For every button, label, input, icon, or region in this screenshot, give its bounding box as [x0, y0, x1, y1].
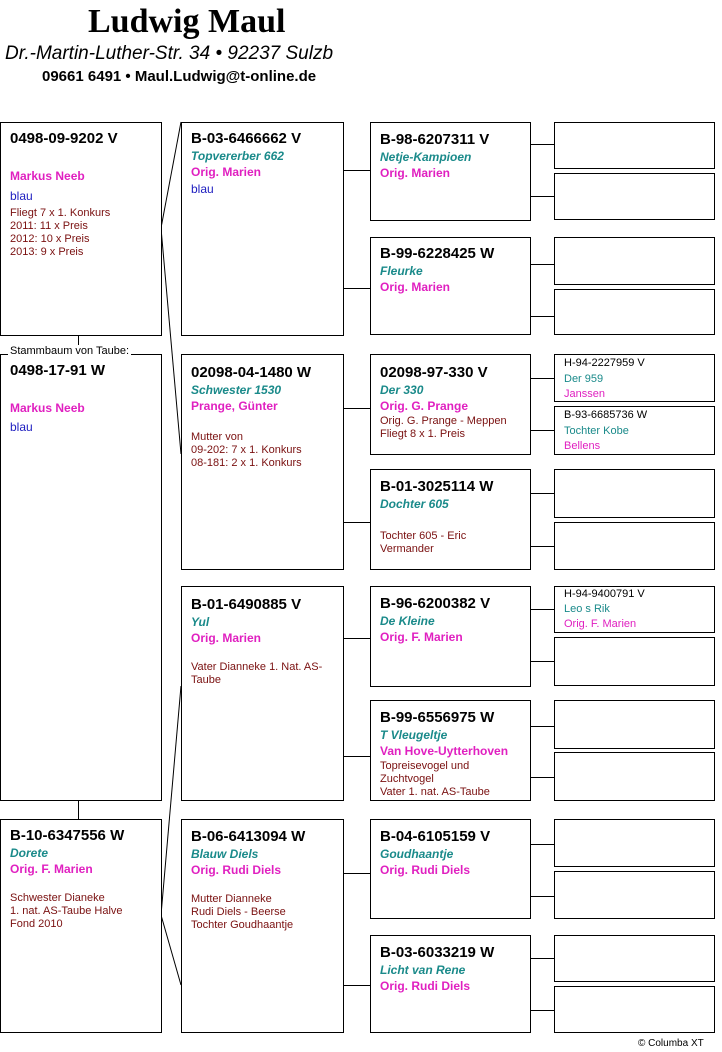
grandparent-owner: Prange, Günter [191, 399, 278, 413]
great-grandparent-name: Dochter 605 [380, 497, 449, 511]
great-grandparent-ring: B-03-6033219 W [380, 944, 495, 961]
great-grandparent-note: Fliegt 8 x 1. Preis [380, 428, 465, 440]
gen4-name: Leo s Rik [564, 603, 610, 615]
great-grandparent-ring: B-01-3025114 W [380, 478, 494, 495]
dam-card[interactable] [0, 819, 162, 1033]
grandparent-card[interactable] [181, 586, 344, 801]
sire-note: 2012: 10 x Preis [10, 233, 90, 245]
dam-note: Schwester Dianeke [10, 892, 105, 904]
great-grandparent-note: Topreisevogel und [380, 760, 470, 772]
grandparent-name: Schwester 1530 [191, 383, 282, 397]
grandparent-owner: Orig. Marien [191, 165, 262, 179]
gen4-card[interactable] [554, 122, 715, 169]
great-grandparent-owner: Orig. Marien [380, 166, 451, 180]
great-grandparent-card[interactable] [370, 935, 531, 1033]
grandparent-name: Topvererber 662 [191, 149, 284, 163]
great-grandparent-owner: Orig. G. Prange [380, 399, 469, 413]
great-grandparent-card[interactable] [370, 819, 531, 919]
great-grandparent-note: Vater 1. nat. AS-Taube [380, 786, 490, 798]
grandparent-name: Blauw Diels [191, 847, 259, 861]
grandparent-owner: Orig. Rudi Diels [191, 863, 282, 877]
great-grandparent-ring: B-04-6105159 V [380, 828, 491, 845]
gen4-ring: B-93-6685736 W [564, 409, 648, 421]
great-grandparent-ring: B-98-6207311 V [380, 131, 490, 148]
grandparent-note: Mutter von [191, 431, 243, 443]
great-grandparent-card[interactable] [370, 237, 531, 335]
grandparent-ring: B-06-6413094 W [191, 828, 306, 845]
grandparent-note: 08-181: 2 x 1. Konkurs [191, 457, 302, 469]
dam-name: Dorete [10, 846, 49, 860]
great-grandparent-ring: B-96-6200382 V [380, 595, 491, 612]
grandparent-card[interactable] [181, 819, 344, 1033]
great-grandparent-ring: 02098-97-330 V [380, 364, 488, 381]
gen4-card[interactable] [554, 237, 715, 285]
great-grandparent-name: Licht van Rene [380, 963, 466, 977]
gen4-card[interactable] [554, 469, 715, 518]
great-grandparent-ring: B-99-6556975 W [380, 709, 495, 726]
great-grandparent-name: T Vleugeltje [380, 728, 448, 742]
gen4-card[interactable] [554, 752, 715, 801]
gen4-ring: H-94-2227959 V [564, 357, 645, 369]
pedigree-label: Stammbaum von Taube: [10, 345, 130, 357]
sire-card[interactable] [0, 122, 162, 336]
dam-owner: Orig. F. Marien [10, 862, 93, 876]
grandparent-ring: B-01-6490885 V [191, 596, 302, 613]
sire-note: 2011: 11 x Preis [10, 220, 88, 232]
grandparent-card[interactable] [181, 122, 344, 336]
grandparent-owner: Orig. Marien [191, 631, 262, 645]
gen4-card[interactable] [554, 637, 715, 686]
gen4-card[interactable] [554, 522, 715, 570]
great-grandparent-card[interactable] [370, 122, 531, 221]
great-grandparent-name: Der 330 [380, 383, 424, 397]
great-grandparent-name: Goudhaantje [380, 847, 454, 861]
great-grandparent-owner: Orig. Rudi Diels [380, 863, 471, 877]
grandparent-note: Taube [191, 674, 221, 686]
gen4-owner: Bellens [564, 440, 601, 452]
great-grandparent-owner: Orig. Rudi Diels [380, 979, 471, 993]
breeder-address: Dr.-Martin-Luther-Str. 34 • 92237 Sulzb [5, 43, 334, 64]
great-grandparent-card[interactable] [370, 586, 531, 687]
grandparent-note: Tochter Goudhaantje [191, 919, 294, 931]
gen4-card[interactable] [554, 700, 715, 749]
grandparent-ring: B-03-6466662 V [191, 130, 302, 147]
dam-note: Fond 2010 [10, 918, 63, 930]
great-grandparent-owner: Orig. F. Marien [380, 630, 463, 644]
great-grandparent-card[interactable] [370, 700, 531, 801]
grandparent-note: 09-202: 7 x 1. Konkurs [191, 444, 302, 456]
sire-note: Fliegt 7 x 1. Konkurs [10, 207, 111, 219]
grandparent-card[interactable] [181, 354, 344, 570]
great-grandparent-name: Netje-Kampioen [380, 150, 472, 164]
sire-note: 2013: 9 x Preis [10, 246, 84, 258]
gen4-card[interactable] [554, 871, 715, 919]
gen4-card[interactable] [554, 586, 715, 633]
dam-ring: B-10-6347556 W [10, 827, 125, 844]
subject-owner: Markus Neeb [10, 401, 85, 415]
gen4-card[interactable] [554, 935, 715, 982]
great-grandparent-owner: Van Hove-Uytterhoven [380, 744, 509, 758]
subject-color: blau [10, 420, 33, 434]
gen4-owner: Janssen [564, 388, 605, 400]
dam-note: 1. nat. AS-Taube Halve [10, 905, 123, 917]
great-grandparent-ring: B-99-6228425 W [380, 245, 495, 262]
grandparent-name: Yul [191, 615, 210, 629]
subject-card[interactable] [0, 354, 162, 801]
great-grandparent-note: Tochter 605 - Eric [380, 530, 467, 542]
gen4-ring: H-94-9400791 V [564, 588, 645, 600]
grandparent-note: Mutter Dianneke [191, 893, 272, 905]
grandparent-note: Vater Dianneke 1. Nat. AS- [191, 661, 323, 673]
grandparent-note: Rudi Diels - Beerse [191, 906, 286, 918]
great-grandparent-card[interactable] [370, 354, 531, 455]
great-grandparent-note: Orig. G. Prange - Meppen [380, 415, 507, 427]
sire-ring: 0498-09-9202 V [10, 130, 118, 147]
gen4-card[interactable] [554, 289, 715, 335]
great-grandparent-card[interactable] [370, 469, 531, 570]
great-grandparent-name: De Kleine [380, 614, 435, 628]
gen4-owner: Orig. F. Marien [564, 618, 637, 630]
gen4-name: Der 959 [564, 373, 604, 385]
great-grandparent-note: Vermander [380, 543, 434, 555]
subject-ring: 0498-17-91 W [10, 362, 106, 379]
gen4-card[interactable] [554, 354, 715, 402]
gen4-card[interactable] [554, 986, 715, 1033]
sire-owner: Markus Neeb [10, 169, 85, 183]
gen4-card[interactable] [554, 406, 715, 455]
great-grandparent-note: Zuchtvogel [380, 773, 434, 785]
footer-copyright: © Columba XT [638, 1038, 704, 1049]
gen4-card[interactable] [554, 173, 715, 220]
breeder-name: Ludwig Maul [88, 3, 286, 40]
sire-color: blau [10, 189, 33, 203]
gen4-card[interactable] [554, 819, 715, 867]
grandparent-ring: 02098-04-1480 W [191, 364, 312, 381]
breeder-contact: 09661 6491 • Maul.Ludwig@t-online.de [42, 68, 317, 85]
great-grandparent-name: Fleurke [380, 264, 423, 278]
great-grandparent-owner: Orig. Marien [380, 280, 451, 294]
grandparent-color: blau [191, 182, 214, 196]
gen4-name: Tochter Kobe [564, 425, 629, 437]
